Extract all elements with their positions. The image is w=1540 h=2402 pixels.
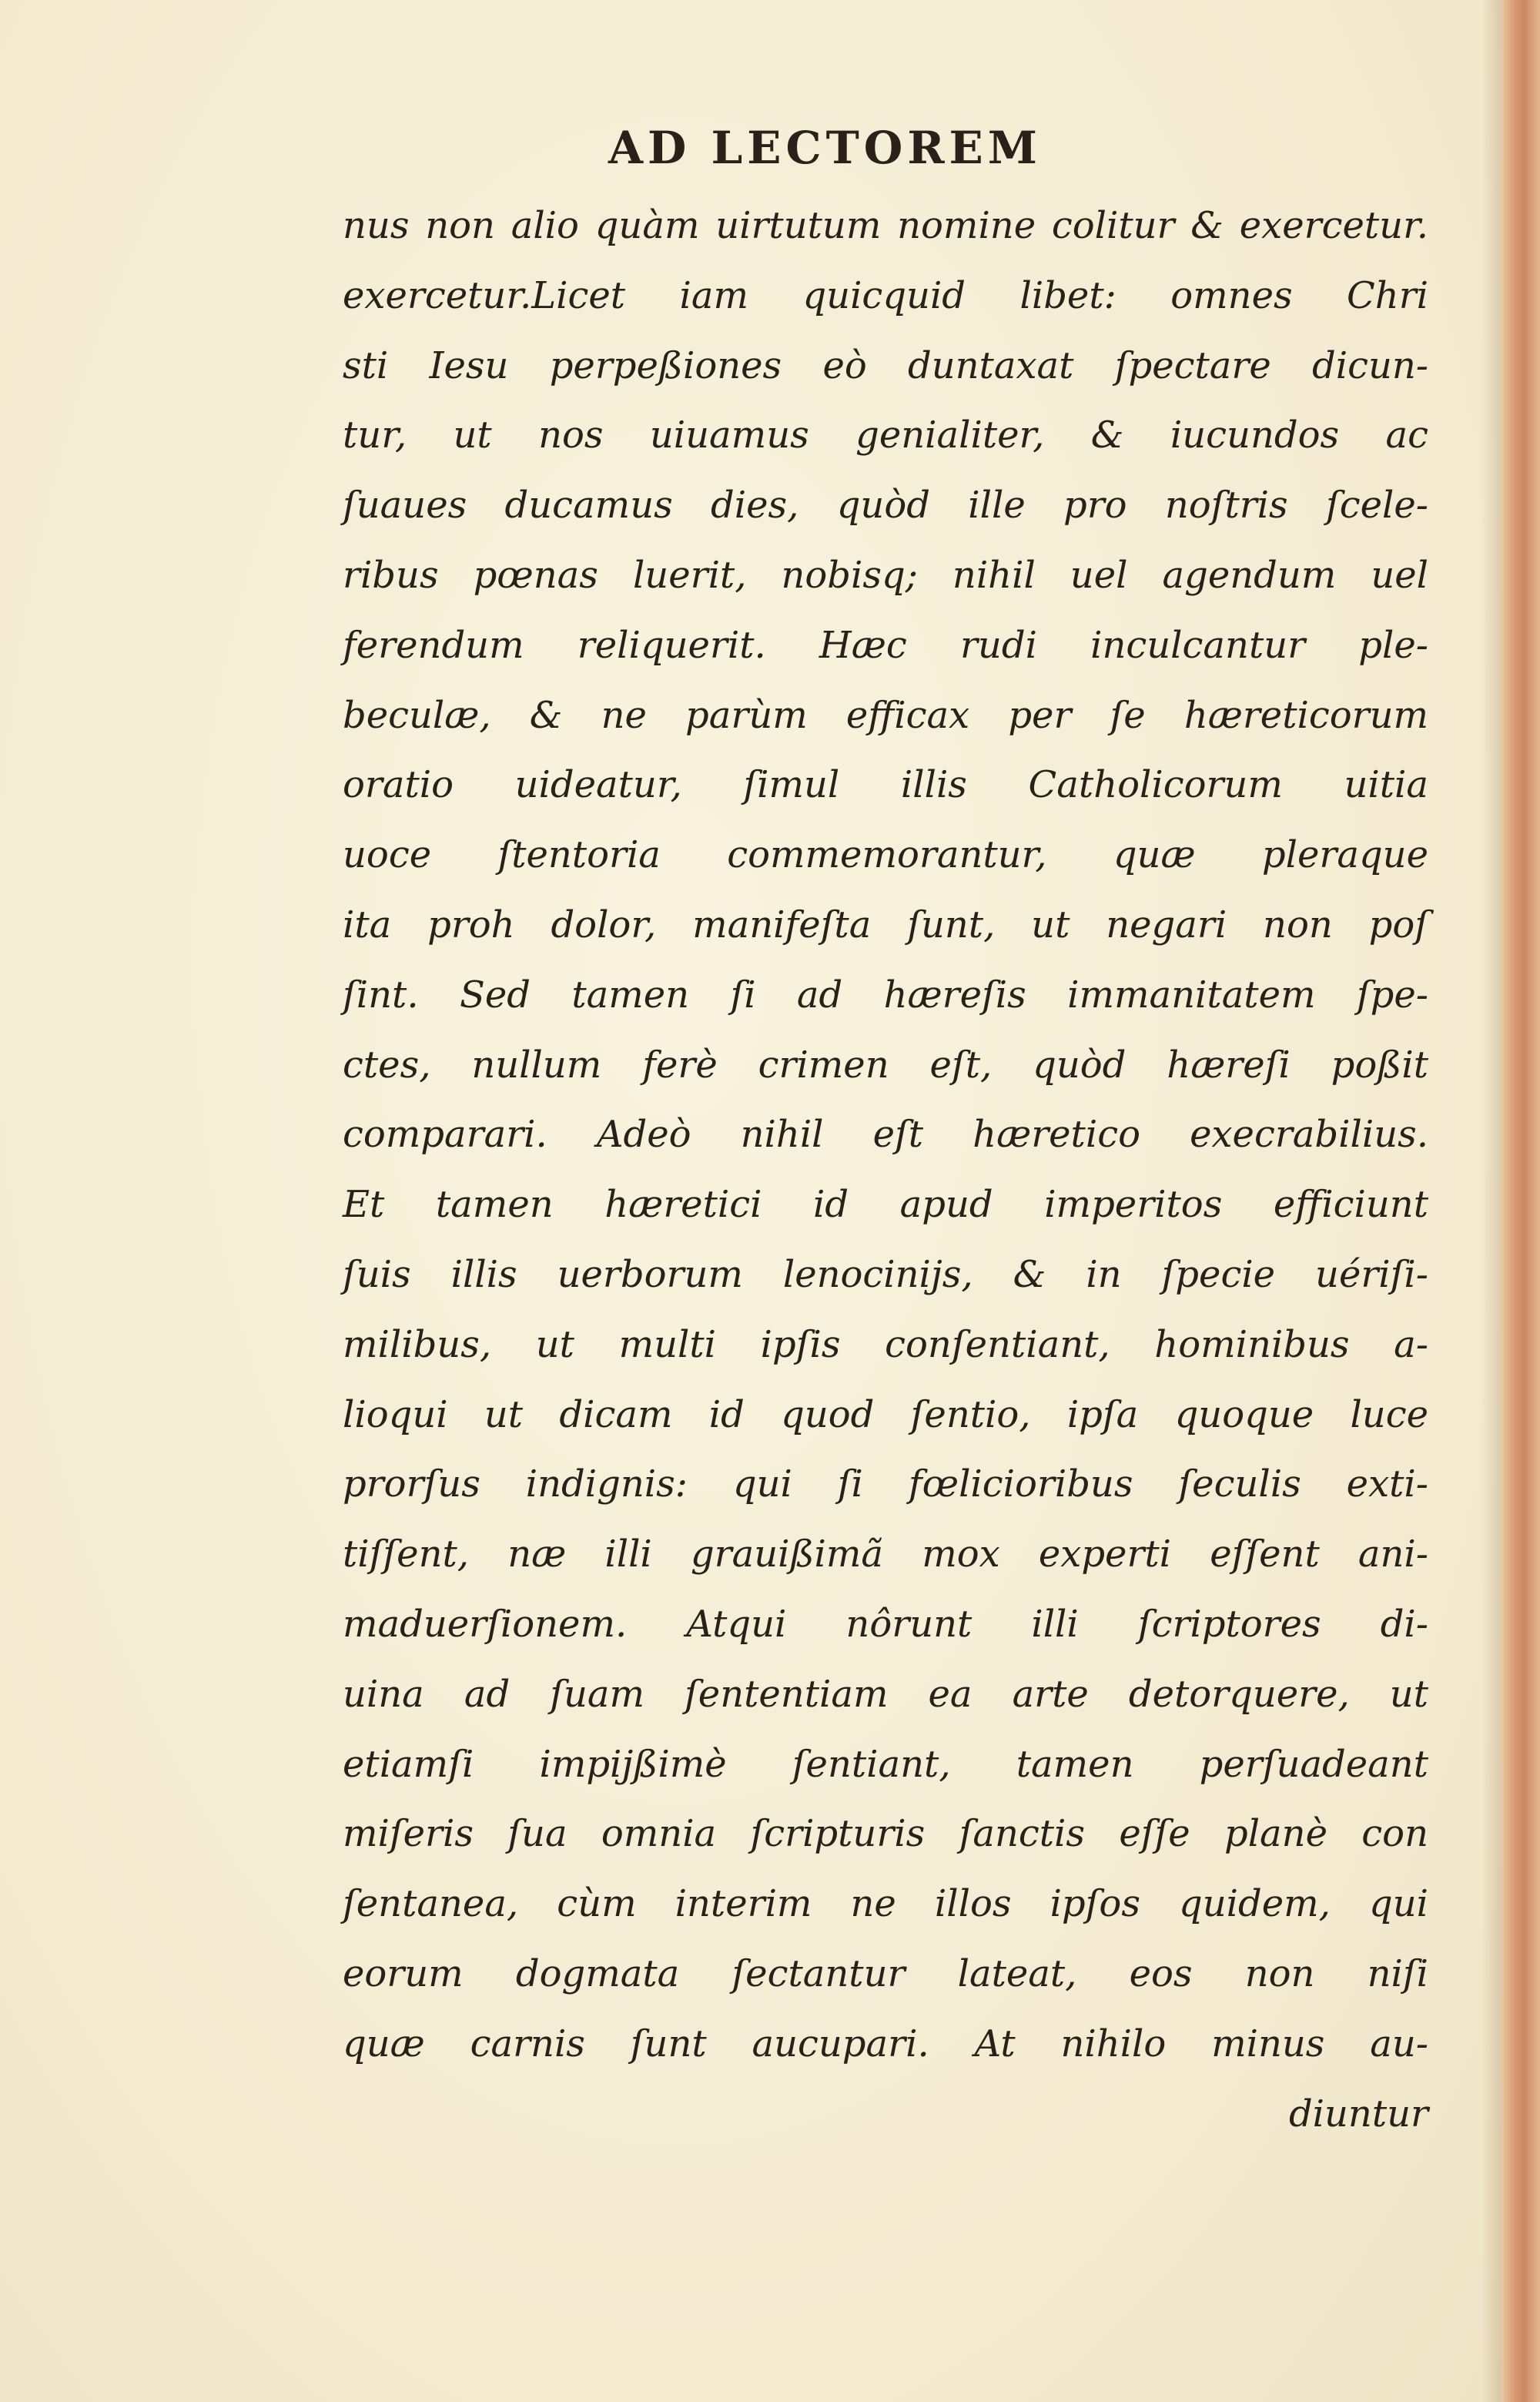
- text-line: sti Iesu perpeßiones eò duntaxat ſpectare dicun-: [343, 343, 1428, 387]
- text-line: ctes, nullum ferè crimen eſt, quòd hæreſi poßit: [343, 1043, 1428, 1087]
- text-line: oratio uideatur, ſimul illis Catholicorum uitia: [343, 763, 1428, 807]
- text-line: tur, ut nos uiuamus genialiter, & iucundos ac: [343, 414, 1428, 457]
- text-line: beculæ, & ne parùm efficax per ſe hæreticorum: [343, 693, 1428, 737]
- running-head: AD LECTOREM: [608, 122, 1042, 174]
- text-line: miſeris ſua omnia ſcripturis ſanctis eſſe planè con: [343, 1812, 1428, 1856]
- text-line: exercetur.Licet iam quicquid libet: omnes Chri: [343, 273, 1428, 317]
- text-line: comparari. Adeò nihil eſt hæretico execrabilius.: [343, 1113, 1428, 1157]
- text-line: eorum dogmata ſectantur lateat, eos non niſi: [343, 1951, 1428, 1995]
- text-line: ferendum reliquerit. Hæc rudi inculcantur ple-: [343, 623, 1428, 667]
- text-line: quæ carnis ſunt aucupari. At nihilo minus au-: [343, 2022, 1428, 2065]
- text-line: prorſus indignis: qui ſi fœlicioribus ſeculis exti-: [343, 1462, 1428, 1506]
- text-line: ſuaues ducamus dies, quòd ille pro noſtris ſcele-: [343, 484, 1428, 528]
- text-line: maduerſionem. Atqui nôrunt illi ſcriptores di-: [343, 1602, 1428, 1646]
- text-line: ſint. Sed tamen ſi ad hæreſis immanitatem ſpe-: [343, 973, 1428, 1017]
- text-line: ita proh dolor, manifeſta ſunt, ut negari non poſ: [343, 903, 1428, 946]
- page-edge: [1502, 0, 1540, 2402]
- gutter-shadow: [1481, 0, 1502, 2402]
- text-line: Et tamen hæretici id apud imperitos efficiunt: [343, 1183, 1428, 1227]
- text-line: milibus, ut multi ipſis conſentiant, hominibus a-: [343, 1322, 1428, 1366]
- text-line: etiamſi impijßimè ſentiant, tamen perſuadeant: [343, 1742, 1428, 1786]
- text-line: nus non alio quàm uirtutum nomine colitur & exercetur.: [343, 204, 1428, 247]
- text-line: ſentanea, cùm interim ne illos ipſos quidem, qui: [343, 1882, 1428, 1926]
- catchword: diuntur: [1288, 2092, 1428, 2136]
- text-line: lioqui ut dicam id quod ſentio, ipſa quoque luce: [343, 1392, 1428, 1436]
- text-line: ſuis illis uerborum lenocinijs, & in ſpecie uériſi-: [343, 1252, 1428, 1296]
- text-line: ribus pœnas luerit, nobisq; nihil uel agendum uel: [343, 553, 1428, 597]
- text-line: uina ad ſuam ſententiam ea arte detorquere, ut: [343, 1672, 1428, 1716]
- text-line: uoce ſtentoria commemorantur, quæ pleraque: [343, 833, 1428, 877]
- text-line: tiſſent, næ illi grauißimã mox experti eſſent ani-: [343, 1533, 1428, 1576]
- body-text: [343, 191, 1428, 2149]
